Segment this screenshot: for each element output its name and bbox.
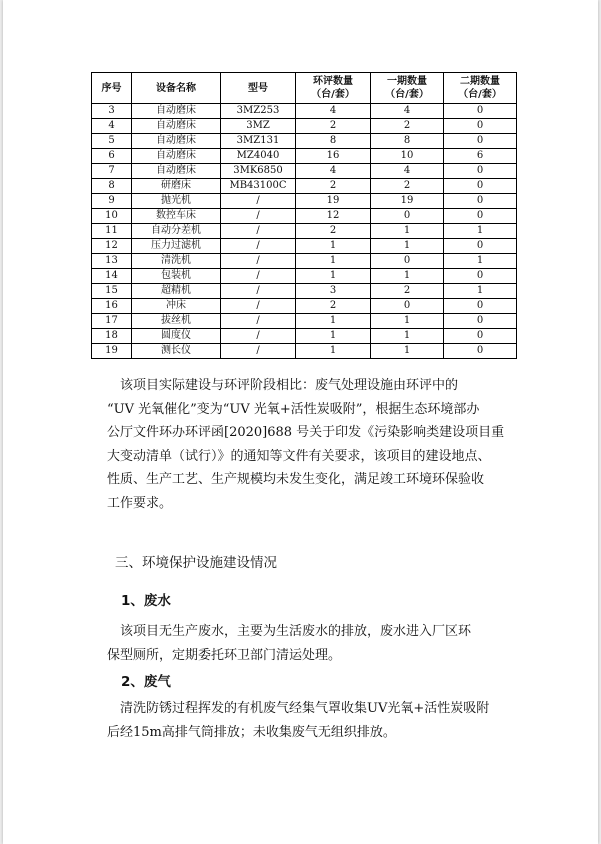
cell-eia: 1 <box>296 239 371 254</box>
cell-phase2: 6 <box>444 149 517 164</box>
cell-phase2: 1 <box>444 224 517 239</box>
cell-model: 3MZ131 <box>221 134 296 149</box>
cell-name: 自动磨床 <box>132 104 221 119</box>
table-row <box>92 239 517 254</box>
cell-phase1: 1 <box>371 344 444 359</box>
header-phase2-qty <box>444 73 517 104</box>
cell-no: 15 <box>92 284 132 299</box>
cell-model: MB43100C <box>221 179 296 194</box>
cell-model: / <box>221 239 296 254</box>
cell-name: 包装机 <box>132 269 221 284</box>
cell-eia: 1 <box>296 314 371 329</box>
exhaust-gas-paragraph <box>107 697 517 744</box>
cell-eia: 8 <box>296 134 371 149</box>
paragraph-line: 该项目实际建设与环评阶段相比：废气处理设施由环评中的 <box>120 378 459 393</box>
table-header-row <box>92 73 517 104</box>
header-phase1-qty <box>371 73 444 104</box>
cell-model: MZ4040 <box>221 149 296 164</box>
header-phase2-qty-line2: （台/套） <box>458 89 502 100</box>
table-row <box>92 149 517 164</box>
cell-phase2: 0 <box>444 314 517 329</box>
cell-name: 拔丝机 <box>132 314 221 329</box>
paragraph-line: 保型厕所，定期委托环卫部门清运处理。 <box>107 647 342 663</box>
document-page <box>3 0 598 844</box>
cell-model: / <box>221 254 296 269</box>
table-row <box>92 329 517 344</box>
cell-name: 圆度仪 <box>132 329 221 344</box>
cell-phase1: 10 <box>371 149 444 164</box>
cell-model: / <box>221 344 296 359</box>
table-row <box>92 284 517 299</box>
header-no: 序号 <box>92 73 132 104</box>
cell-name: 研磨床 <box>132 179 221 194</box>
cell-name: 自动磨床 <box>132 149 221 164</box>
header-model: 型号 <box>221 73 296 104</box>
cell-no: 13 <box>92 254 132 269</box>
cell-eia: 2 <box>296 179 371 194</box>
cell-phase1: 2 <box>371 284 444 299</box>
cell-no: 19 <box>92 344 132 359</box>
cell-no: 9 <box>92 194 132 209</box>
cell-no: 14 <box>92 269 132 284</box>
cell-eia: 19 <box>296 194 371 209</box>
cell-phase2: 0 <box>444 164 517 179</box>
header-eia-qty <box>296 73 371 104</box>
cell-phase2: 1 <box>444 284 517 299</box>
cell-eia: 3 <box>296 284 371 299</box>
cell-phase2: 0 <box>444 239 517 254</box>
section-3-heading: 三、环境保护设施建设情况 <box>115 555 277 571</box>
cell-name: 自动磨床 <box>132 119 221 134</box>
header-phase2-qty-line1: 二期数量 <box>460 76 500 87</box>
cell-no: 5 <box>92 134 132 149</box>
cell-name: 自动磨床 <box>132 134 221 149</box>
cell-no: 18 <box>92 329 132 344</box>
wastewater-paragraph <box>107 620 517 667</box>
cell-name: 冲床 <box>132 299 221 314</box>
cell-phase1: 1 <box>371 239 444 254</box>
table-row <box>92 254 517 269</box>
cell-phase1: 2 <box>371 179 444 194</box>
cell-name: 自动分差机 <box>132 224 221 239</box>
cell-phase2: 0 <box>444 194 517 209</box>
cell-no: 10 <box>92 209 132 224</box>
cell-phase1: 8 <box>371 134 444 149</box>
paragraph-line: “UV 光氧催化”变为“UV 光氧+活性炭吸附”，根据生态环境部办 <box>107 401 480 417</box>
cell-phase1: 1 <box>371 314 444 329</box>
cell-phase1: 19 <box>371 194 444 209</box>
header-eia-qty-line1: 环评数量 <box>313 76 353 87</box>
cell-name: 压力过滤机 <box>132 239 221 254</box>
cell-no: 17 <box>92 314 132 329</box>
paragraph-line: 清洗防锈过程挥发的有机废气经集气罩收集UV光氧+活性炭吸附 <box>120 701 490 716</box>
cell-eia: 1 <box>296 269 371 284</box>
cell-model: / <box>221 314 296 329</box>
cell-model: / <box>221 224 296 239</box>
cell-no: 12 <box>92 239 132 254</box>
cell-name: 测长仪 <box>132 344 221 359</box>
cell-name: 抛光机 <box>132 194 221 209</box>
cell-phase2: 0 <box>444 269 517 284</box>
paragraph-line: 后经15m高排气筒排放；未收集废气无组织排放。 <box>107 724 396 740</box>
cell-phase1: 1 <box>371 269 444 284</box>
table-row <box>92 179 517 194</box>
header-phase1-qty-line2: （台/套） <box>385 89 429 100</box>
cell-model: / <box>221 329 296 344</box>
table-row <box>92 209 517 224</box>
change-assessment-paragraph <box>107 374 517 515</box>
cell-model: / <box>221 269 296 284</box>
paragraph-line: 大变动清单（试行）》的通知等文件有关要求，该项目的建设地点、 <box>107 448 491 464</box>
cell-phase2: 0 <box>444 209 517 224</box>
cell-phase1: 0 <box>371 299 444 314</box>
cell-phase2: 0 <box>444 104 517 119</box>
cell-eia: 2 <box>296 299 371 314</box>
cell-no: 8 <box>92 179 132 194</box>
cell-model: 3MK6850 <box>221 164 296 179</box>
cell-model: / <box>221 209 296 224</box>
equipment-table <box>91 72 517 359</box>
wastewater-heading: 1、废水 <box>121 593 171 609</box>
exhaust-gas-heading: 2、废气 <box>121 674 171 690</box>
header-eia-qty-line2: （台/套） <box>311 89 355 100</box>
cell-eia: 12 <box>296 209 371 224</box>
paragraph-line: 该项目无生产废水，主要为生活废水的排放，废水进入厂区环 <box>120 624 472 639</box>
cell-name: 超精机 <box>132 284 221 299</box>
cell-eia: 4 <box>296 104 371 119</box>
cell-model: 3MZ <box>221 119 296 134</box>
cell-eia: 2 <box>296 224 371 239</box>
cell-eia: 2 <box>296 119 371 134</box>
table-row <box>92 104 517 119</box>
cell-phase1: 0 <box>371 209 444 224</box>
table-row <box>92 119 517 134</box>
cell-phase1: 1 <box>371 329 444 344</box>
cell-phase2: 0 <box>444 134 517 149</box>
cell-no: 7 <box>92 164 132 179</box>
cell-model: / <box>221 194 296 209</box>
cell-phase1: 2 <box>371 119 444 134</box>
cell-eia: 1 <box>296 254 371 269</box>
cell-phase1: 4 <box>371 104 444 119</box>
table-row <box>92 344 517 359</box>
cell-phase2: 0 <box>444 344 517 359</box>
cell-phase2: 1 <box>444 254 517 269</box>
table-row <box>92 194 517 209</box>
header-phase1-qty-line1: 一期数量 <box>387 76 427 87</box>
cell-eia: 4 <box>296 164 371 179</box>
table-row <box>92 164 517 179</box>
cell-phase1: 0 <box>371 254 444 269</box>
cell-eia: 1 <box>296 344 371 359</box>
cell-model: 3MZ253 <box>221 104 296 119</box>
cell-model: / <box>221 284 296 299</box>
cell-phase2: 0 <box>444 299 517 314</box>
cell-name: 清洗机 <box>132 254 221 269</box>
cell-eia: 16 <box>296 149 371 164</box>
cell-model: / <box>221 299 296 314</box>
paragraph-line: 性质、生产工艺、生产规模均未发生变化，满足竣工环境环保验收 <box>107 472 485 487</box>
header-name: 设备名称 <box>132 73 221 104</box>
cell-phase2: 0 <box>444 329 517 344</box>
table-row <box>92 269 517 284</box>
table-row <box>92 224 517 239</box>
cell-name: 数控车床 <box>132 209 221 224</box>
table-row <box>92 314 517 329</box>
table-row <box>92 299 517 314</box>
cell-no: 3 <box>92 104 132 119</box>
paragraph-line: 工作要求。 <box>107 495 173 511</box>
cell-name: 自动磨床 <box>132 164 221 179</box>
cell-no: 16 <box>92 299 132 314</box>
cell-phase1: 1 <box>371 224 444 239</box>
cell-phase1: 4 <box>371 164 444 179</box>
table-row <box>92 134 517 149</box>
cell-no: 6 <box>92 149 132 164</box>
cell-no: 4 <box>92 119 132 134</box>
cell-eia: 1 <box>296 329 371 344</box>
cell-phase2: 0 <box>444 119 517 134</box>
cell-no: 11 <box>92 224 132 239</box>
paragraph-line: 公厅文件环办环评函[2020]688 号关于印发《污染影响类建设项目重 <box>107 425 505 440</box>
cell-phase2: 0 <box>444 179 517 194</box>
